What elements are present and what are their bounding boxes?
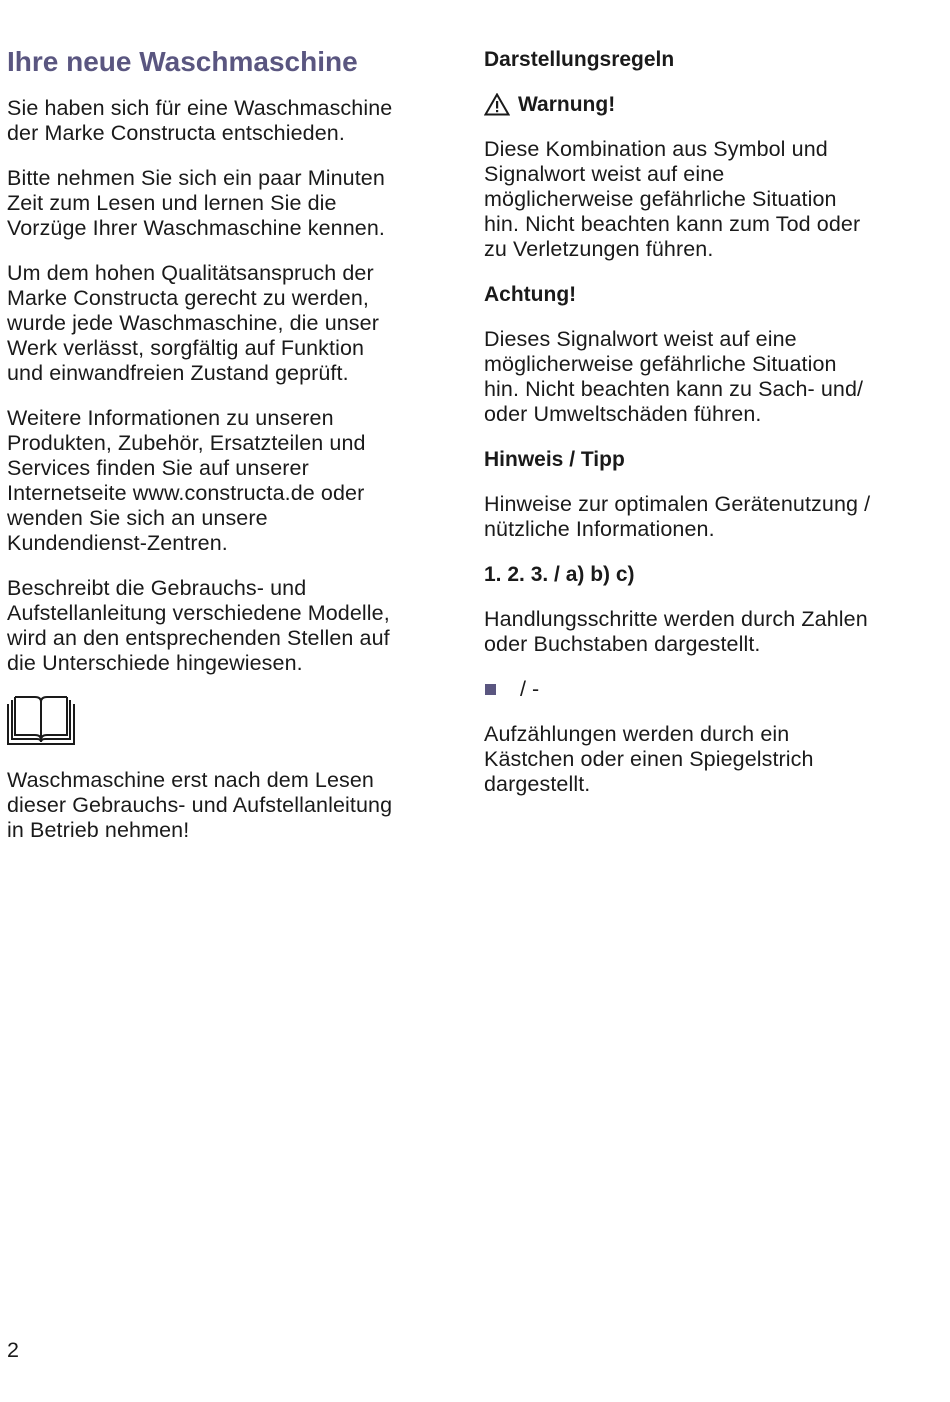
warning-read-paragraph: Waschmaschine erst nach dem Lesen dieser Gebrauchs- und Aufstellanleitung in Betrieb nehmen! xyxy=(7,768,393,842)
hint-label: Hinweis / Tipp xyxy=(484,448,625,471)
bullet-label: / - xyxy=(520,677,540,701)
caution-label: Achtung! xyxy=(484,283,577,306)
steps-label: 1. 2. 3. / a) b) c) xyxy=(484,563,635,586)
steps-text: Handlungsschritte werden durch Zahlen oder Buchstaben dargestellt. xyxy=(484,607,868,656)
intro-paragraph: Sie haben sich für eine Waschmaschine der Marke Constructa entschieden. xyxy=(7,96,393,145)
left-column xyxy=(7,40,447,843)
bullet-text: Aufzählungen werden durch ein Kästchen oder einen Spiegelstrich dargestellt. xyxy=(484,722,814,796)
right-column xyxy=(484,40,924,797)
book-icon xyxy=(7,696,75,746)
warning-triangle-icon xyxy=(484,93,510,116)
bullet-label-row xyxy=(484,677,924,702)
caution-text: Dieses Signalwort weist auf eine möglicherweise gefährliche Situation hin. Nicht beachten kann zu Sach- und/ oder Umweltschäden führen. xyxy=(484,327,864,426)
page-number: 2 xyxy=(7,1338,19,1362)
models-paragraph: Beschreibt die Gebrauchs- und Aufstellanleitung verschiedene Modelle, wird an den entsprechenden Stellen auf die Unterschiede hingewiesen. xyxy=(7,576,390,675)
warning-label: Warnung! xyxy=(518,93,616,116)
page-title: Ihre neue Waschmaschine xyxy=(7,46,358,77)
hint-text: Hinweise zur optimalen Gerätenutzung / nützliche Informationen. xyxy=(484,492,871,541)
warning-label-row xyxy=(484,92,924,117)
bullet-square-icon xyxy=(485,684,496,695)
info-paragraph: Weitere Informationen zu unseren Produkten, Zubehör, Ersatzteilen und Services finden Sie auf unserer Internetseite www.constructa.de oder wenden Sie sich an unsere Kundendienst-Zentren. xyxy=(7,406,366,555)
warning-text: Diese Kombination aus Symbol und Signalwort weist auf eine möglicherweise gefährliche Situation hin. Nicht beachten kann zum Tod oder zu Verletzungen führen. xyxy=(484,137,861,261)
reading-paragraph: Bitte nehmen Sie sich ein paar Minuten Zeit zum Lesen und lernen Sie die Vorzüge Ihrer Waschmaschine kennen. xyxy=(7,166,385,240)
section-heading: Darstellungsregeln xyxy=(484,48,675,71)
quality-paragraph: Um dem hohen Qualitätsanspruch der Marke Constructa gerecht zu werden, wurde jede Waschmaschine, die unser Werk verlässt, sorgfältig auf Funktion und einwandfreien Zustand geprüft. xyxy=(7,261,379,385)
